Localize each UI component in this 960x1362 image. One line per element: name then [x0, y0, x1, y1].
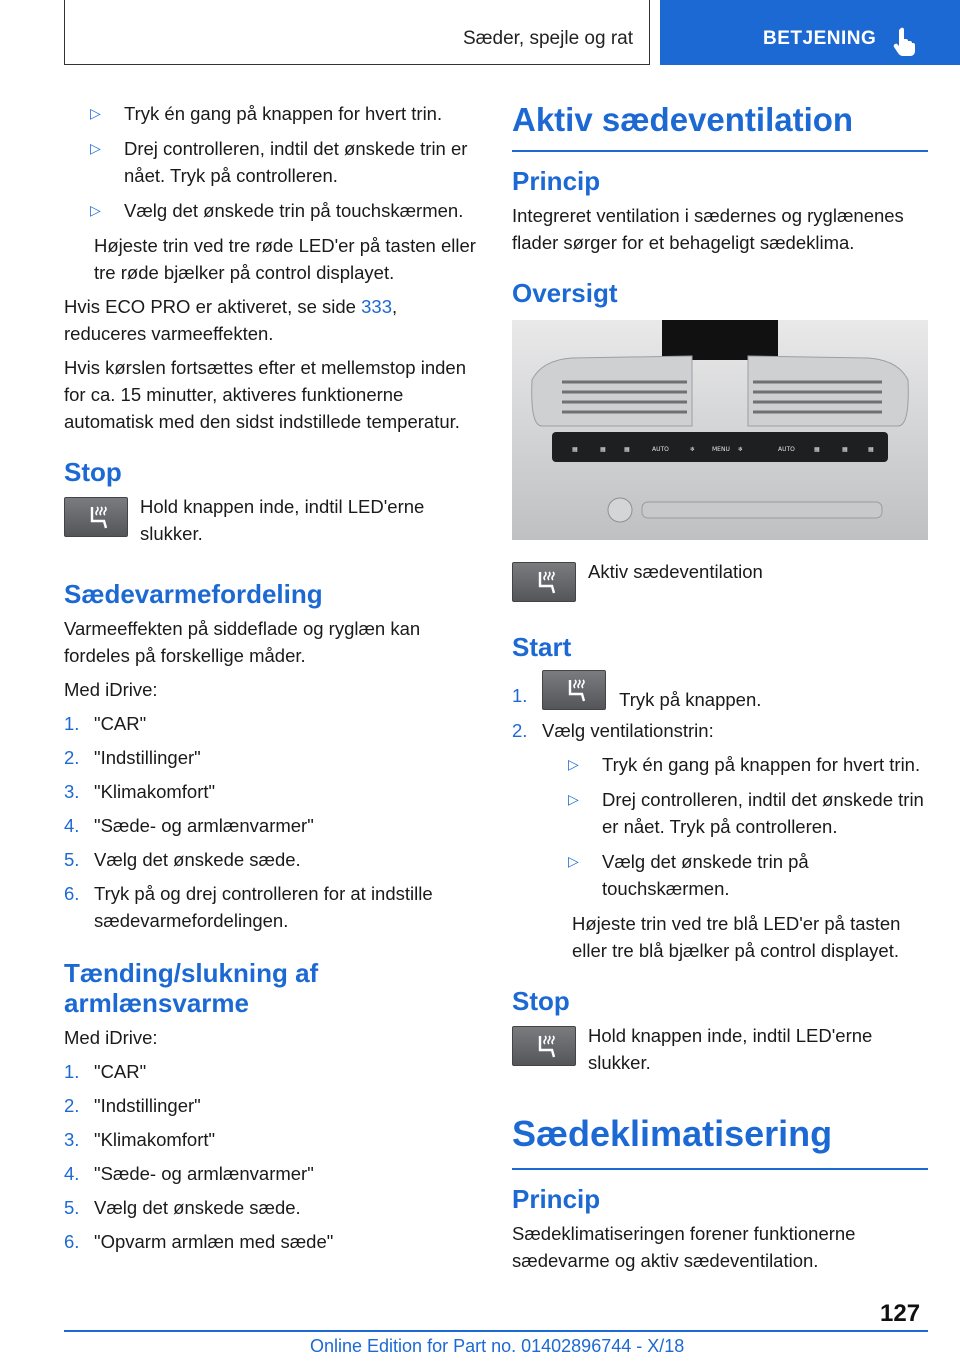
list-item: 2. "Indstillinger" [64, 747, 201, 768]
icon-caption: Aktiv sædeventilation [588, 561, 763, 582]
seat-ventilation-button [542, 670, 606, 710]
footer-divider [64, 1330, 928, 1332]
list-item: ▷ Vælg det ønskede trin på touchskærmen. [542, 848, 928, 902]
distribution-heading: Sædevarmefordeling [64, 579, 323, 609]
section-heading: Sædeklimatisering [512, 1112, 928, 1170]
stop-text: Hold knappen inde, indtil LED'erne slukker. [588, 1025, 873, 1073]
princip-text: Sædeklimatiseringen forener funktionerne sædevarme og aktiv sædeventilation. [512, 1223, 856, 1271]
triangle-bullet-icon: ▷ [90, 202, 101, 218]
hand-pointer-icon [892, 26, 918, 56]
list-item: 1. "CAR" [64, 1061, 147, 1082]
princip-heading: Princip [512, 1184, 601, 1214]
idrive-label: Med iDrive: [64, 679, 158, 700]
list-item: 2. "Indstillinger" [64, 1095, 201, 1116]
header-section-box [64, 0, 650, 65]
left-column [64, 100, 482, 1262]
svg-text:▦: ▦ [600, 446, 606, 453]
list-item: 1. Tryk på knappen. [512, 670, 928, 710]
list-item: 5. Vælg det ønskede sæde. [64, 849, 301, 870]
list-item: 6. "Opvarm armlæn med sæde" [64, 1231, 334, 1252]
list-item: ▷ Vælg det ønskede trin på touchskærmen. [64, 197, 482, 224]
triangle-bullet-icon: ▷ [568, 791, 579, 807]
armrest-heading: Tænding/slukning af armlænsvarme [64, 958, 319, 1018]
stop-heading: Stop [512, 986, 570, 1016]
svg-text:▦: ▦ [842, 446, 848, 453]
list-item: 3. "Klimakomfort" [64, 781, 216, 802]
idrive-label: Med iDrive: [64, 1027, 158, 1048]
seat-ventilation-button [64, 497, 128, 537]
section-heading: Aktiv sædeventilation [512, 100, 928, 152]
triangle-bullet-icon: ▷ [90, 140, 101, 156]
svg-text:AUTO: AUTO [778, 446, 795, 453]
list-item: 1. "CAR" [64, 713, 147, 734]
resume-paragraph: Hvis kørslen fortsættes efter et mellemstop inden for ca. 15 minutter, aktiveres funktionerne automatisk med den sidst indstillede temperatur. [64, 357, 467, 432]
page-number: 127 [880, 1300, 921, 1327]
seat-ventilation-icon [83, 504, 111, 532]
svg-text:▦: ▦ [868, 446, 874, 453]
list-item: ▷ Drej controlleren, indtil det ønskede trin er nået. Tryk på controlleren. [542, 786, 928, 840]
stop-row [512, 1022, 928, 1076]
princip-text: Integreret ventilation i sædernes og ryglænenes flader sørger for et behageligt sædeklima. [512, 205, 904, 253]
svg-text:▦: ▦ [624, 446, 630, 453]
stop-row [64, 493, 482, 547]
header-chapter-tab[interactable] [660, 0, 960, 65]
right-column [512, 100, 928, 1281]
seat-ventilation-icon [531, 1033, 559, 1061]
svg-text:AUTO: AUTO [652, 446, 669, 453]
svg-text:❄: ❄ [690, 446, 696, 453]
list-item: 4. "Sæde- og armlænvarmer" [64, 815, 314, 836]
list-item: ▷ Drej controlleren, indtil det ønskede trin er nået. Tryk på controlleren. [64, 135, 482, 189]
list-item: 2. Vælg ventilationstrin: [512, 720, 714, 741]
triangle-bullet-icon: ▷ [568, 853, 579, 869]
page-link[interactable]: 333 [361, 296, 392, 317]
seat-ventilation-button [512, 562, 576, 602]
stop-text: Hold knappen inde, indtil LED'erne slukker. [140, 496, 425, 544]
oversigt-heading: Oversigt [512, 278, 618, 308]
edition-text: Online Edition for Part no. 01402896744 - X/18 [310, 1336, 685, 1356]
princip-heading: Princip [512, 166, 601, 196]
list-item: 5. Vælg det ønskede sæde. [64, 1197, 301, 1218]
list-item: ▷ Tryk én gang på knappen for hvert trin. [64, 100, 482, 127]
list-item: 6. Tryk på og drej controlleren for at indstille sædevarmefordelingen. [64, 883, 433, 931]
start-heading: Start [512, 632, 572, 662]
note-text: Højeste trin ved tre blå LED'er på tasten eller tre blå bjælker på control displayet. [572, 913, 901, 961]
list-item: ▷ Tryk én gang på knappen for hvert trin. [542, 751, 928, 778]
seat-ventilation-button [512, 1026, 576, 1066]
section-title: Sæder, spejle og rat [462, 28, 633, 49]
dashboard-vents-photo [512, 320, 928, 540]
svg-text:▦: ▦ [814, 446, 820, 453]
list-item: 4. "Sæde- og armlænvarmer" [64, 1163, 314, 1184]
seat-ventilation-icon [561, 677, 589, 705]
triangle-bullet-icon: ▷ [90, 105, 101, 121]
triangle-bullet-icon: ▷ [568, 756, 579, 772]
dashboard-illustration [512, 320, 928, 540]
distribution-text: Varmeeffekten på siddeflade og ryglæn kan fordeles på forskellige måder. [64, 618, 421, 666]
svg-text:❄: ❄ [738, 446, 744, 453]
list-item: 3. "Klimakomfort" [64, 1129, 216, 1150]
svg-text:MENU: MENU [712, 446, 730, 453]
stop-heading: Stop [64, 457, 122, 487]
svg-text:▦: ▦ [572, 446, 578, 453]
eco-paragraph: Hvis ECO PRO er aktiveret, se side 333, reduceres varmeeffekten. [64, 296, 398, 344]
icon-caption-row [512, 558, 928, 602]
seat-ventilation-icon [531, 569, 559, 597]
note-text: Højeste trin ved tre røde LED'er på tasten eller tre røde bjælker på control displayet. [94, 235, 476, 283]
chapter-title: BETJENING [763, 28, 877, 49]
